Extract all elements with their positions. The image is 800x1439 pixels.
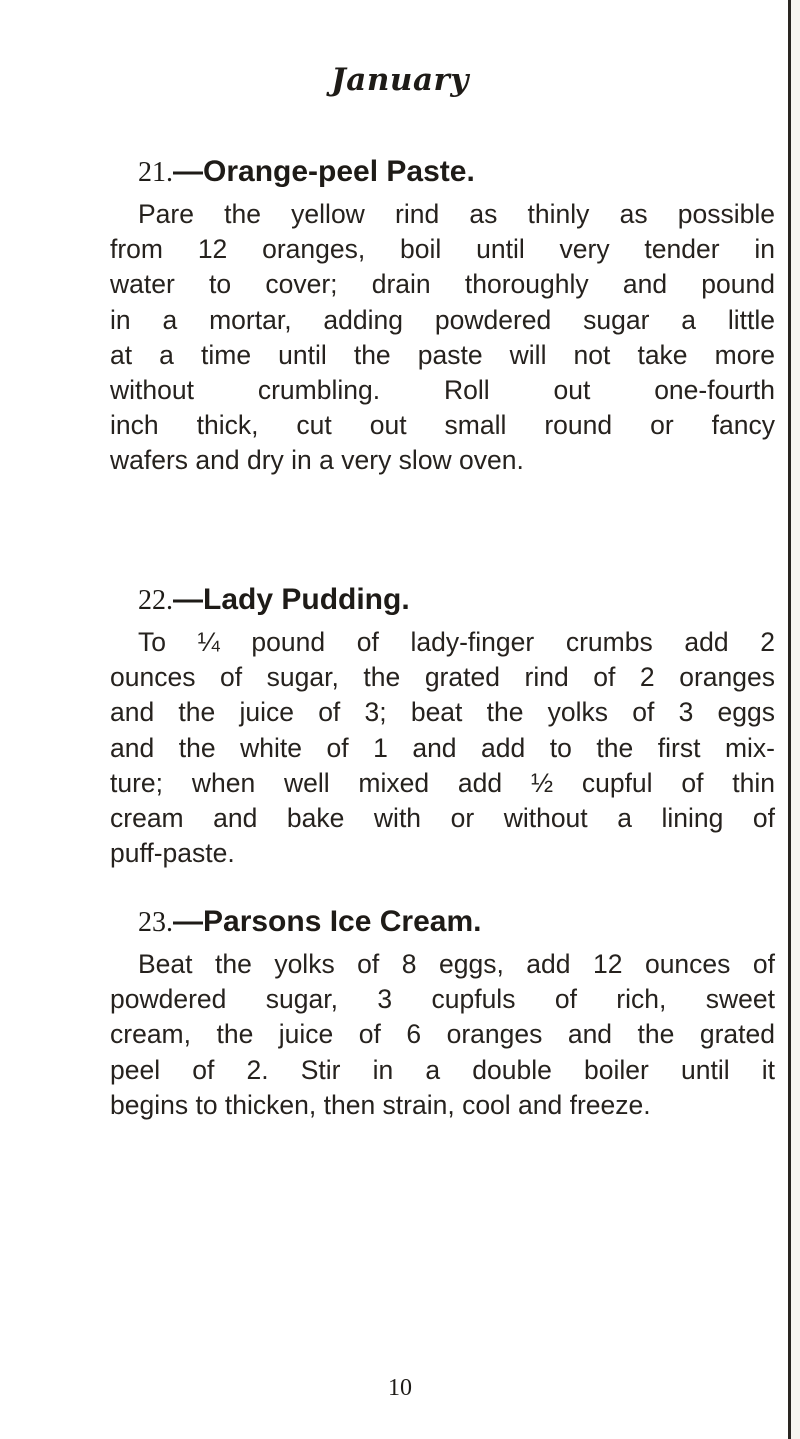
body-line: Beat the yolks of 8 eggs, add 12 ounces of: [138, 949, 775, 979]
body-line: powdered sugar, 3 cupfuls of rich, sweet: [110, 984, 775, 1015]
body-line: inch thick, cut out small round or fancy: [110, 410, 775, 441]
recipe-number: 23.: [138, 907, 173, 938]
body-line: from 12 oranges, boil until very tender in: [110, 234, 775, 265]
recipe-body: [110, 947, 775, 1123]
body-line: ounces of sugar, the grated rind of 2 oranges: [110, 662, 775, 693]
body-line: water to cover; drain thoroughly and pound: [110, 269, 775, 300]
body-line: Pare the yellow rind as thinly as possible: [138, 199, 775, 229]
page-edge-rule: [788, 0, 791, 1439]
body-line: at a time until the paste will not take more: [110, 339, 775, 370]
page-number: 10: [388, 1375, 412, 1401]
recipe-number: 21.: [138, 157, 173, 188]
page-edge-shadow: [791, 0, 800, 1439]
body-line: in a mortar, adding powdered sugar a little: [110, 304, 775, 335]
recipe-title: —Lady Pudding.: [173, 583, 410, 616]
body-line: To ¼ pound of lady-finger crumbs add 2: [138, 627, 775, 657]
recipe-heading: [138, 583, 410, 617]
body-line: begins to thicken, then strain, cool and freeze.: [110, 1089, 651, 1120]
recipe-title: —Orange-peel Paste.: [173, 155, 475, 188]
running-head: January: [331, 62, 469, 98]
body-line: peel of 2. Stir in a double boiler until it: [110, 1054, 775, 1085]
body-line: ture; when well mixed add ½ cupful of thin: [110, 767, 775, 798]
body-line: puff-paste.: [110, 838, 235, 869]
recipe-number: 22.: [138, 585, 173, 616]
recipe-body: [110, 197, 775, 479]
body-line: and the white of 1 and add to the first mix-: [110, 732, 775, 763]
body-line: without crumbling. Roll out one-fourth: [110, 374, 775, 405]
recipe-title: —Parsons Ice Cream.: [173, 905, 482, 938]
body-line: wafers and dry in a very slow oven.: [110, 445, 524, 476]
recipe-heading: [138, 905, 481, 939]
body-line: cream and bake with or without a lining of: [110, 802, 775, 833]
body-line: cream, the juice of 6 oranges and the grated: [110, 1019, 775, 1050]
recipe-heading: [138, 155, 475, 189]
body-line: and the juice of 3; beat the yolks of 3 eggs: [110, 697, 775, 728]
recipe-body: [110, 625, 775, 871]
